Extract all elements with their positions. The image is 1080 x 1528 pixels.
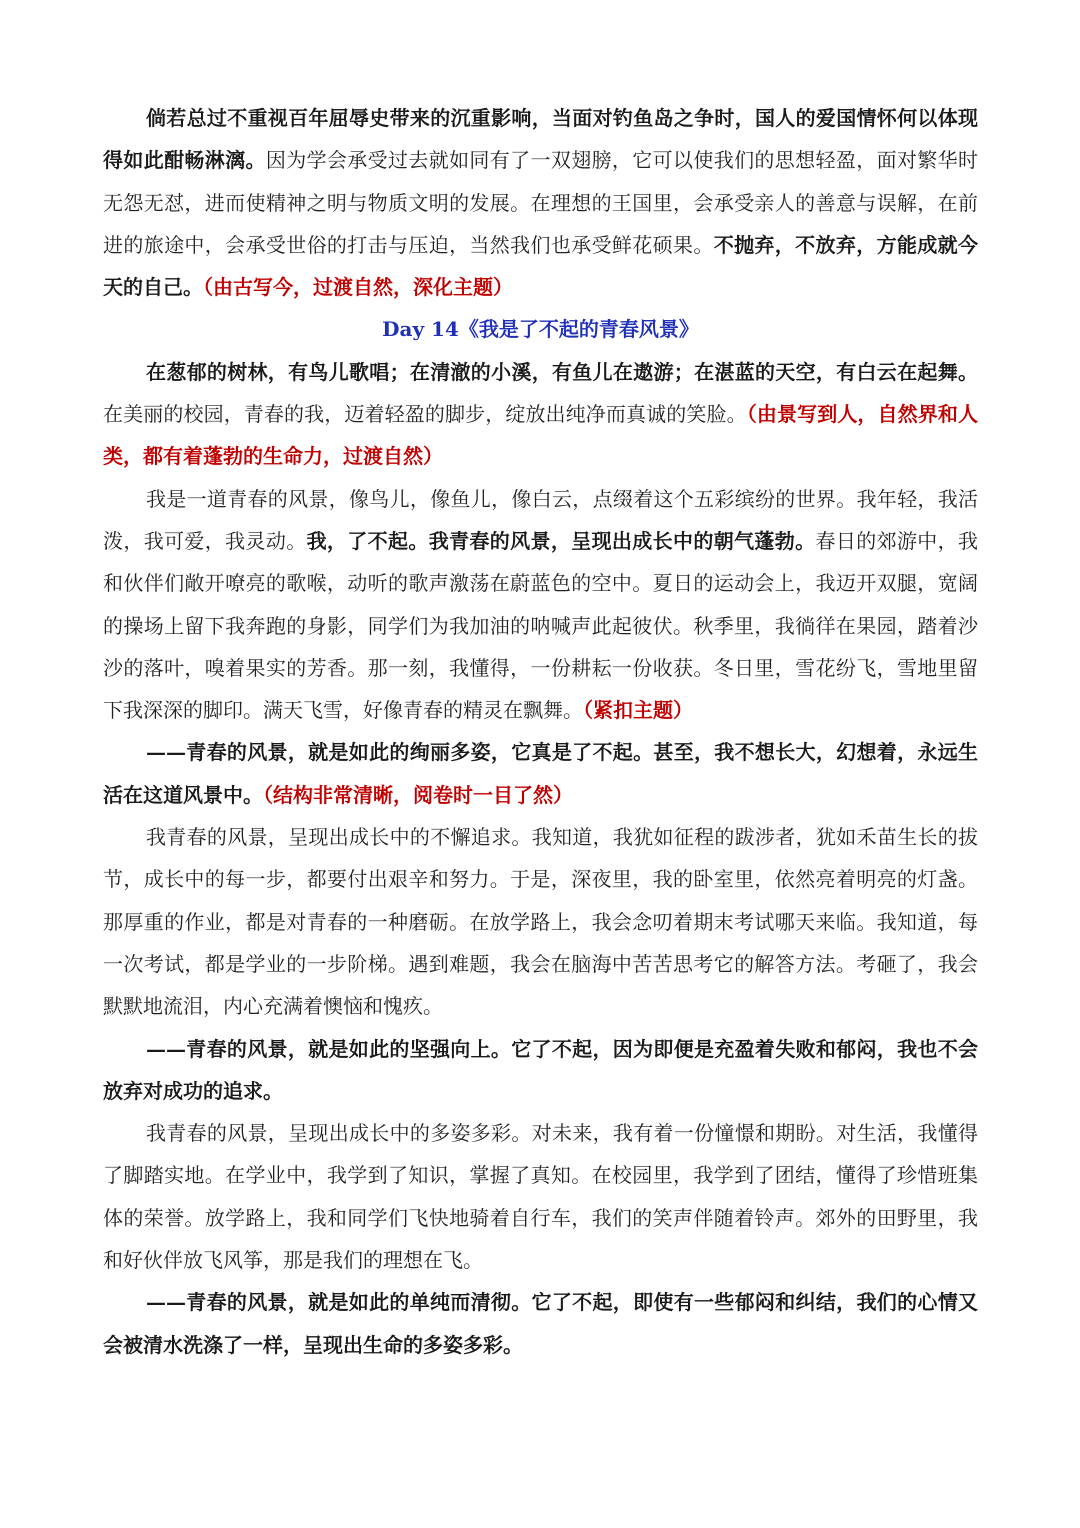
annotation-note: （由景写到人，自然界和人类，都有着蓬勃的生命力，过渡自然）: [103, 402, 979, 469]
body-text: 春日的郊游中，我和伙伴们敞开嘹亮的歌喉，动听的歌声激荡在蔚蓝色的空中。夏日的运动会上，我迈开双腿，宽阔的操场上留下我奔跑的身影，同学们为我加油的呐喊声此起彼伏。秋季里，我徜徉在果园，踏着沙沙的落叶，嗅着果实的芳香。那一刻，我懂得，一份耕耘一份收获。冬日里，雪花纷飞，雪地里留下我深深的脚印。满天飞雪，好像青春的精灵在飘舞。: [103, 528, 979, 723]
body-text: 我青春的风景，呈现出成长中的多姿多彩。对未来，我有着一份憧憬和期盼。对生活，我懂得了脚踏实地。在学业中，我学到了知识，掌握了真知。在校园里，我学到了团结，懂得了珍惜班集体的荣誉。放学路上，我和同学们飞快地骑着自行车，我们的笑声伴随着铃声。郊外的田野里，我和好伙伴放飞风筝，那是我们的理想在飞。: [103, 1121, 978, 1273]
paragraph-4: [103, 731, 978, 816]
paragraph-6: [103, 1028, 978, 1113]
bold-text: 不抛弃，不放弃，方能成就今天的自己。: [103, 232, 979, 300]
paragraph-3: [103, 478, 978, 732]
paragraph-8: [103, 1281, 978, 1366]
paragraph-7: [103, 1112, 978, 1281]
body-text: 在美丽的校园，青春的我，迈着轻盈的脚步，绽放出纯净而真诚的笑脸。: [103, 402, 747, 427]
bold-text: 我，了不起。我青春的风景，呈现出成长中的朝气蓬勃。: [306, 528, 816, 553]
bold-text: ——青春的风景，就是如此的绚丽多姿，它真是了不起。甚至，我不想长大，幻想着，永远生活在这道风景中。: [103, 740, 978, 807]
annotation-note: （结构非常清晰，阅卷时一目了然）: [263, 782, 573, 807]
body-text: 因为学会承受过去就如同有了一双翅膀，它可以使我们的思想轻盈，面对繁华时无怨无怼，进而使精神之明与物质文明的发展。在理想的王国里，会承受亲人的善意与误解，在前进的旅途中，会承受世俗的打击与压迫，当然我们也承受鲜花硕果。: [103, 148, 979, 257]
essay-title: Day 14《我是了不起的青春风景》: [382, 317, 699, 342]
document-page: [103, 97, 978, 1366]
bold-text: ——青春的风景，就是如此的单纯而清彻。它了不起，即使有一些郁闷和纠结，我们的心情又会被清水洗涤了一样，呈现出生命的多姿多彩。: [103, 1290, 978, 1357]
annotation-note: （由古写今，过渡自然，深化主题）: [203, 275, 513, 300]
bold-text: 在葱郁的树林，有鸟儿歌唱；在清澈的小溪，有鱼儿在遨游；在湛蓝的天空，有白云在起舞。: [146, 359, 978, 384]
paragraph-2: [103, 351, 978, 478]
bold-text: 倘若总过不重视百年屈辱史带来的沉重影响，当面对钓鱼岛之争时，国人的爱国情怀何以体现得如此酣畅淋漓。: [103, 106, 978, 173]
paragraph-5: [103, 816, 978, 1027]
bold-text: ——青春的风景，就是如此的坚强向上。它了不起，因为即便是充盈着失败和郁闷，我也不会放弃对成功的追求。: [103, 1036, 978, 1103]
body-text: 我是一道青春的风景，像鸟儿，像鱼儿，像白云，点缀着这个五彩缤纷的世界。我年轻，我活泼，我可爱，我灵动。: [103, 486, 978, 553]
annotation-note: （紧扣主题）: [583, 698, 693, 723]
paragraph-1: [103, 97, 978, 308]
body-text: 我青春的风景，呈现出成长中的不懈追求。我知道，我犹如征程的跋涉者，犹如禾苗生长的拔节，成长中的每一步，都要付出艰辛和努力。于是，深夜里，我的卧室里，依然亮着明亮的灯盏。那厚重的作业，都是对青春的一种磨砺。在放学路上，我会念叨着期末考试哪天来临。我知道，每一次考试，都是学业的一步阶梯。遇到难题，我会在脑海中苦苦思考它的解答方法。考砸了，我会默默地流泪，内心充满着懊恼和愧疚。: [103, 825, 978, 1019]
